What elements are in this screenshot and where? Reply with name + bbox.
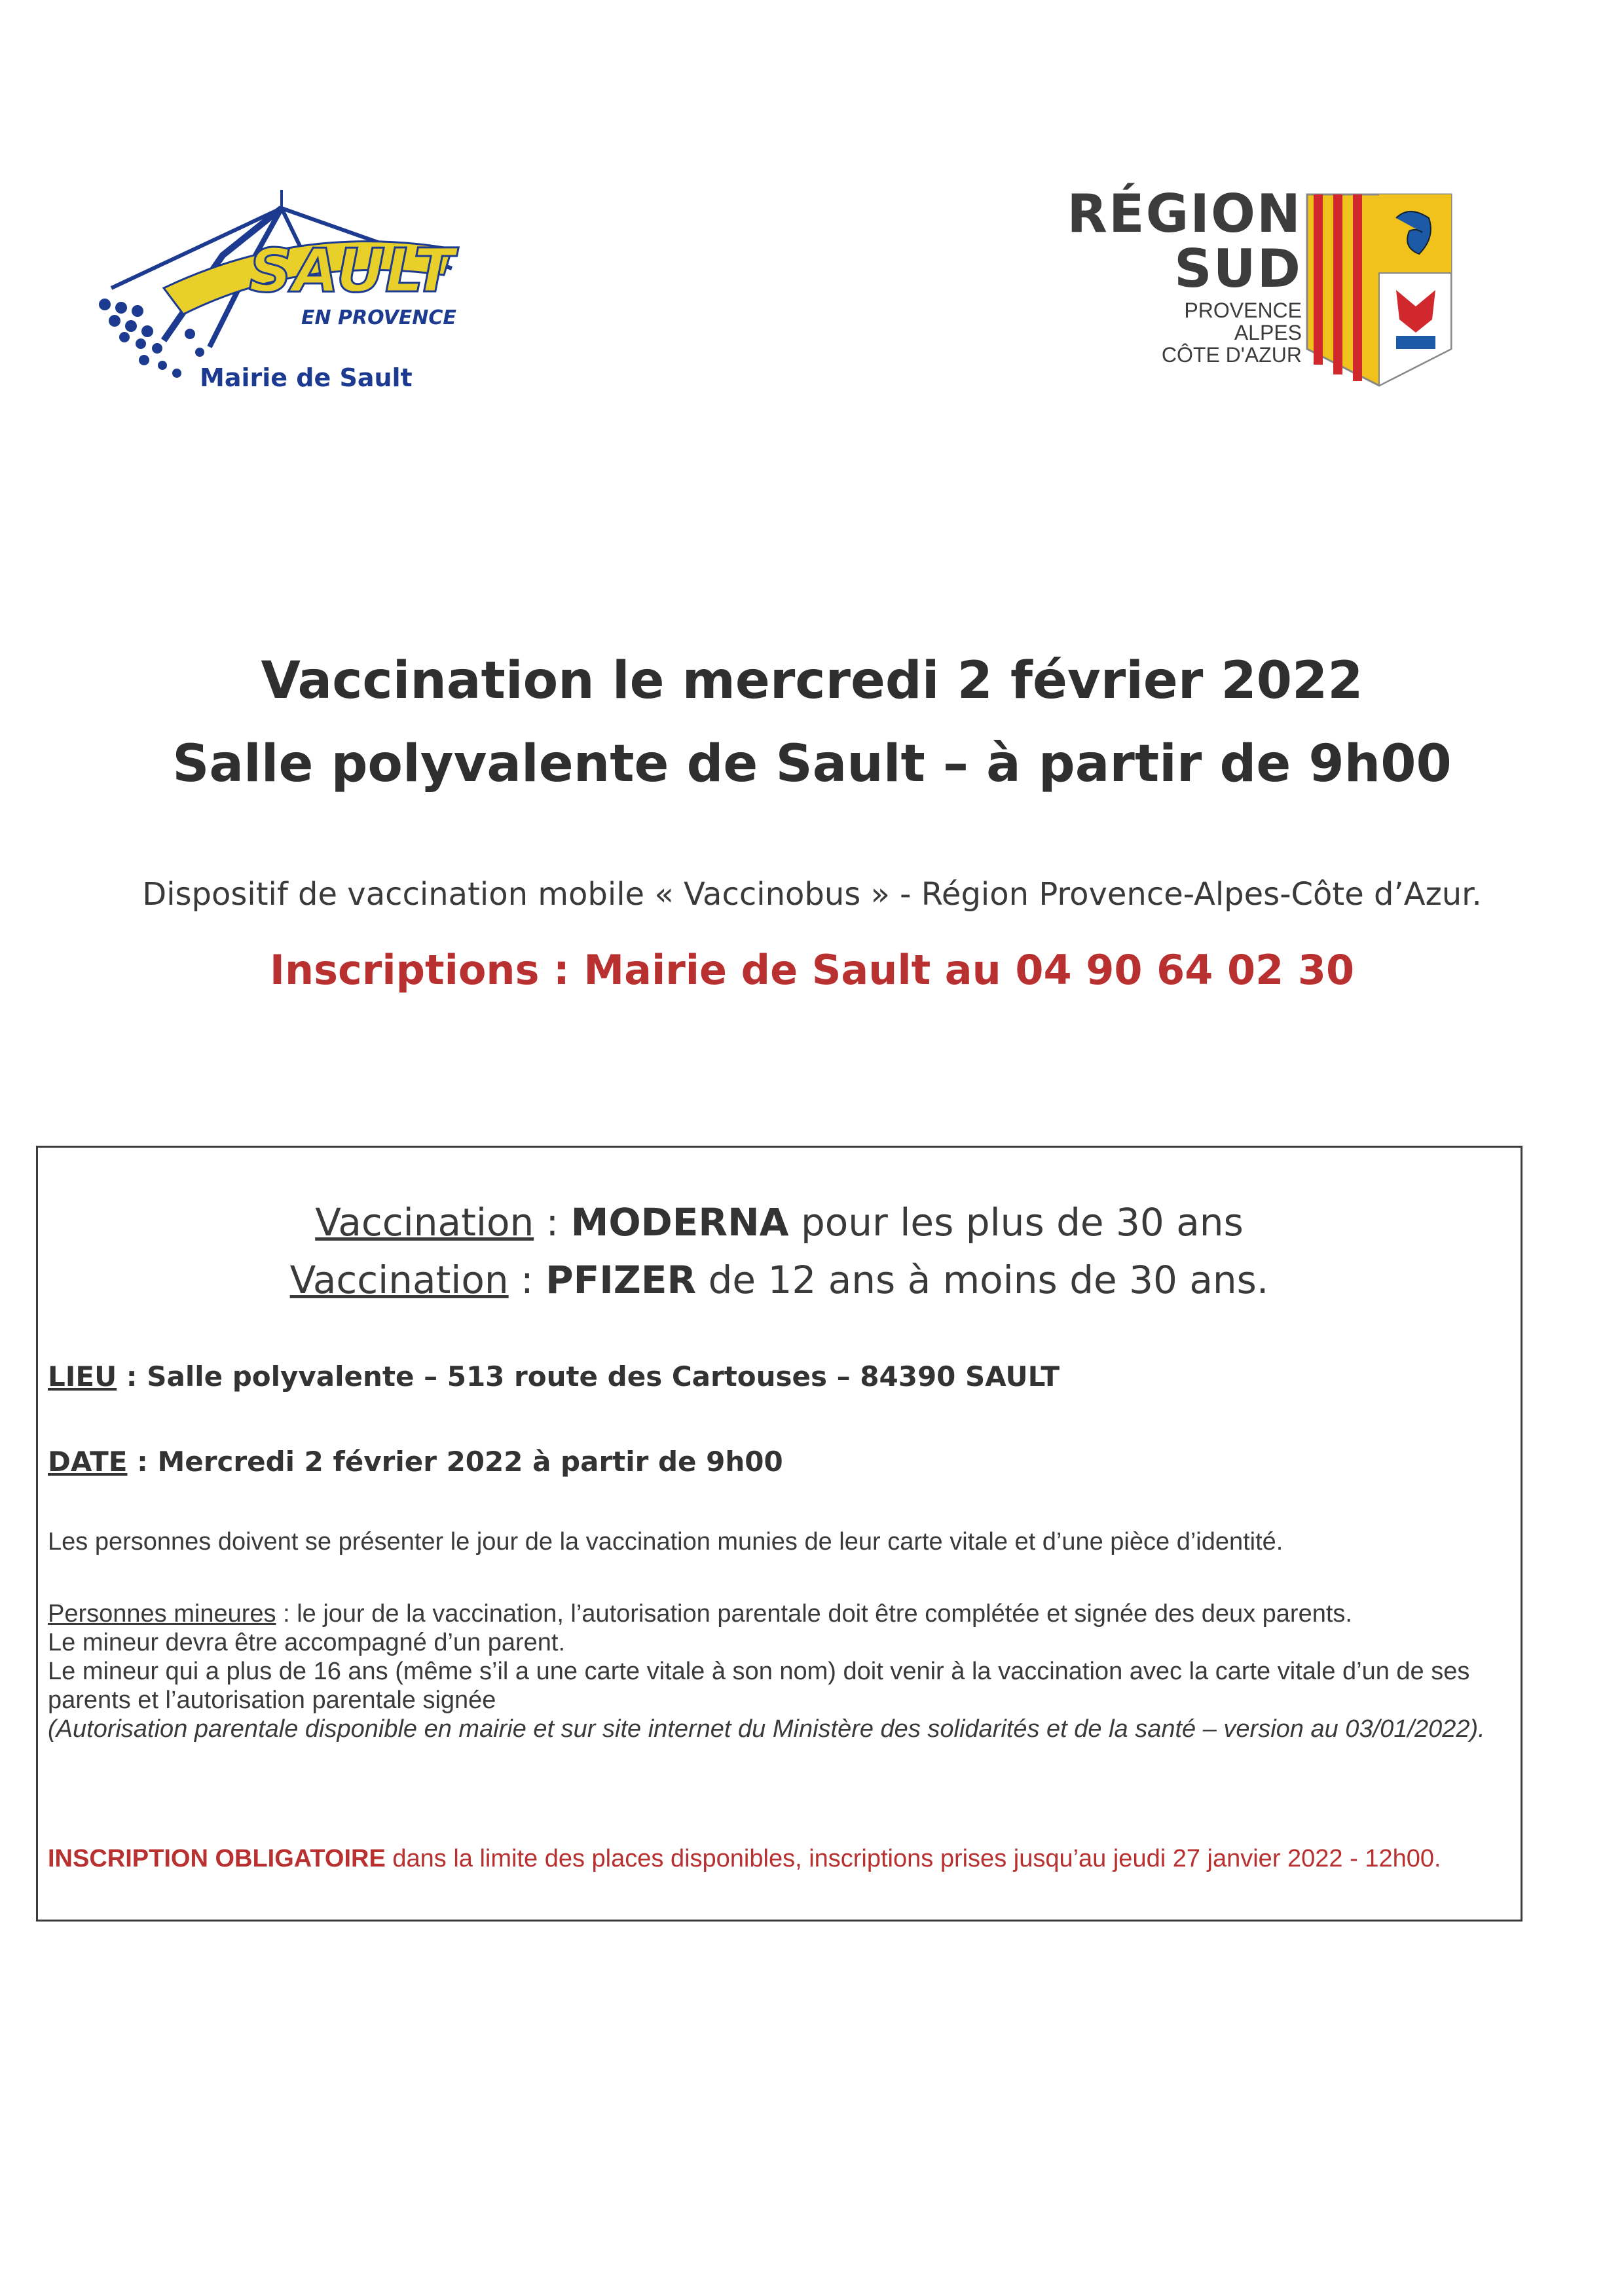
info-box <box>36 1146 1522 1922</box>
date-label: DATE <box>48 1446 128 1478</box>
vaccine-detail: de 12 ans à moins de 30 ans. <box>696 1258 1269 1302</box>
minors-note: (Autorisation parentale disponible en mairie et sur site internet du Ministère des solidarités et de la santé – version au 03/01/2022). <box>48 1715 1485 1743</box>
lieu-label: LIEU <box>48 1360 117 1393</box>
minors-accompany: Le mineur devra être accompagné d’un parent. <box>48 1629 566 1656</box>
registration-required <box>48 1845 1515 1873</box>
date-value: : Mercredi 2 février 2022 à partir de 9h00 <box>127 1446 783 1478</box>
sault-logo-graphic <box>85 177 491 399</box>
region-logo-sub1: PROVENCE <box>1184 299 1302 322</box>
registration-required-label: INSCRIPTION OBLIGATOIRE <box>48 1845 386 1872</box>
vaccine-label: Vaccination <box>315 1200 534 1245</box>
region-logo-sub2: ALPES <box>1234 321 1302 344</box>
sault-logo-tagline: EN PROVENCE <box>301 306 456 329</box>
vaccine-brand: PFIZER <box>545 1258 697 1302</box>
region-logo-sub3: CÔTE D'AZUR <box>1161 343 1302 367</box>
region-sud-logo <box>1061 183 1454 403</box>
vaccine-brand: MODERNA <box>570 1200 789 1245</box>
region-logo-line1: RÉGION <box>1067 183 1302 244</box>
minors-text: : le jour de la vaccination, l’autorisation parentale doit être complétée et signée des deux parents. <box>276 1600 1352 1628</box>
date-field <box>48 1446 783 1478</box>
sault-logo <box>85 177 491 399</box>
vaccine-label: Vaccination <box>289 1258 509 1302</box>
registration-required-text: dans la limite des places disponibles, inscriptions prises jusqu’au jeudi 27 janvier 2022 - 12h00. <box>385 1845 1441 1872</box>
minors-label: Personnes mineures <box>48 1600 276 1628</box>
lieu-value: : Salle polyvalente – 513 route des Cartouses – 84390 SAULT <box>117 1360 1060 1393</box>
region-logo-line2: SUD <box>1174 238 1302 299</box>
vaccine-sep: : <box>508 1258 546 1302</box>
page-subtitle: Dispositif de vaccination mobile « Vaccinobus » - Région Provence-Alpes-Côte d’Azur. <box>142 876 1482 913</box>
inscriptions-phone: Inscriptions : Mairie de Sault au 04 90 64 02 30 <box>269 946 1355 994</box>
minors-over-16: Le mineur qui a plus de 16 ans (même s’il a une carte vitale à son nom) doit venir à la vaccination avec la carte vitale d’un de ses parents et l’autorisation parentale signée <box>48 1658 1470 1714</box>
vaccine-detail: pour les plus de 30 ans <box>788 1200 1244 1245</box>
region-shield-icon <box>1304 192 1454 388</box>
documents-required: Les personnes doivent se présenter le jour de la vaccination munies de leur carte vitale et d’une pièce d’identité. <box>48 1528 1283 1556</box>
page-title-line2: Salle polyvalente de Sault – à partir de 9h00 <box>172 735 1452 793</box>
minors-section <box>48 1599 1508 1743</box>
sault-logo-caption: Mairie de Sault <box>200 363 413 392</box>
lieu-field <box>48 1360 1060 1393</box>
vaccine-moderna <box>38 1200 1521 1245</box>
page-title-line1: Vaccination le mercredi 2 février 2022 <box>261 651 1363 710</box>
vaccine-sep: : <box>534 1200 571 1245</box>
sault-logo-name: SAULT <box>249 236 455 306</box>
vaccine-pfizer <box>38 1258 1521 1302</box>
